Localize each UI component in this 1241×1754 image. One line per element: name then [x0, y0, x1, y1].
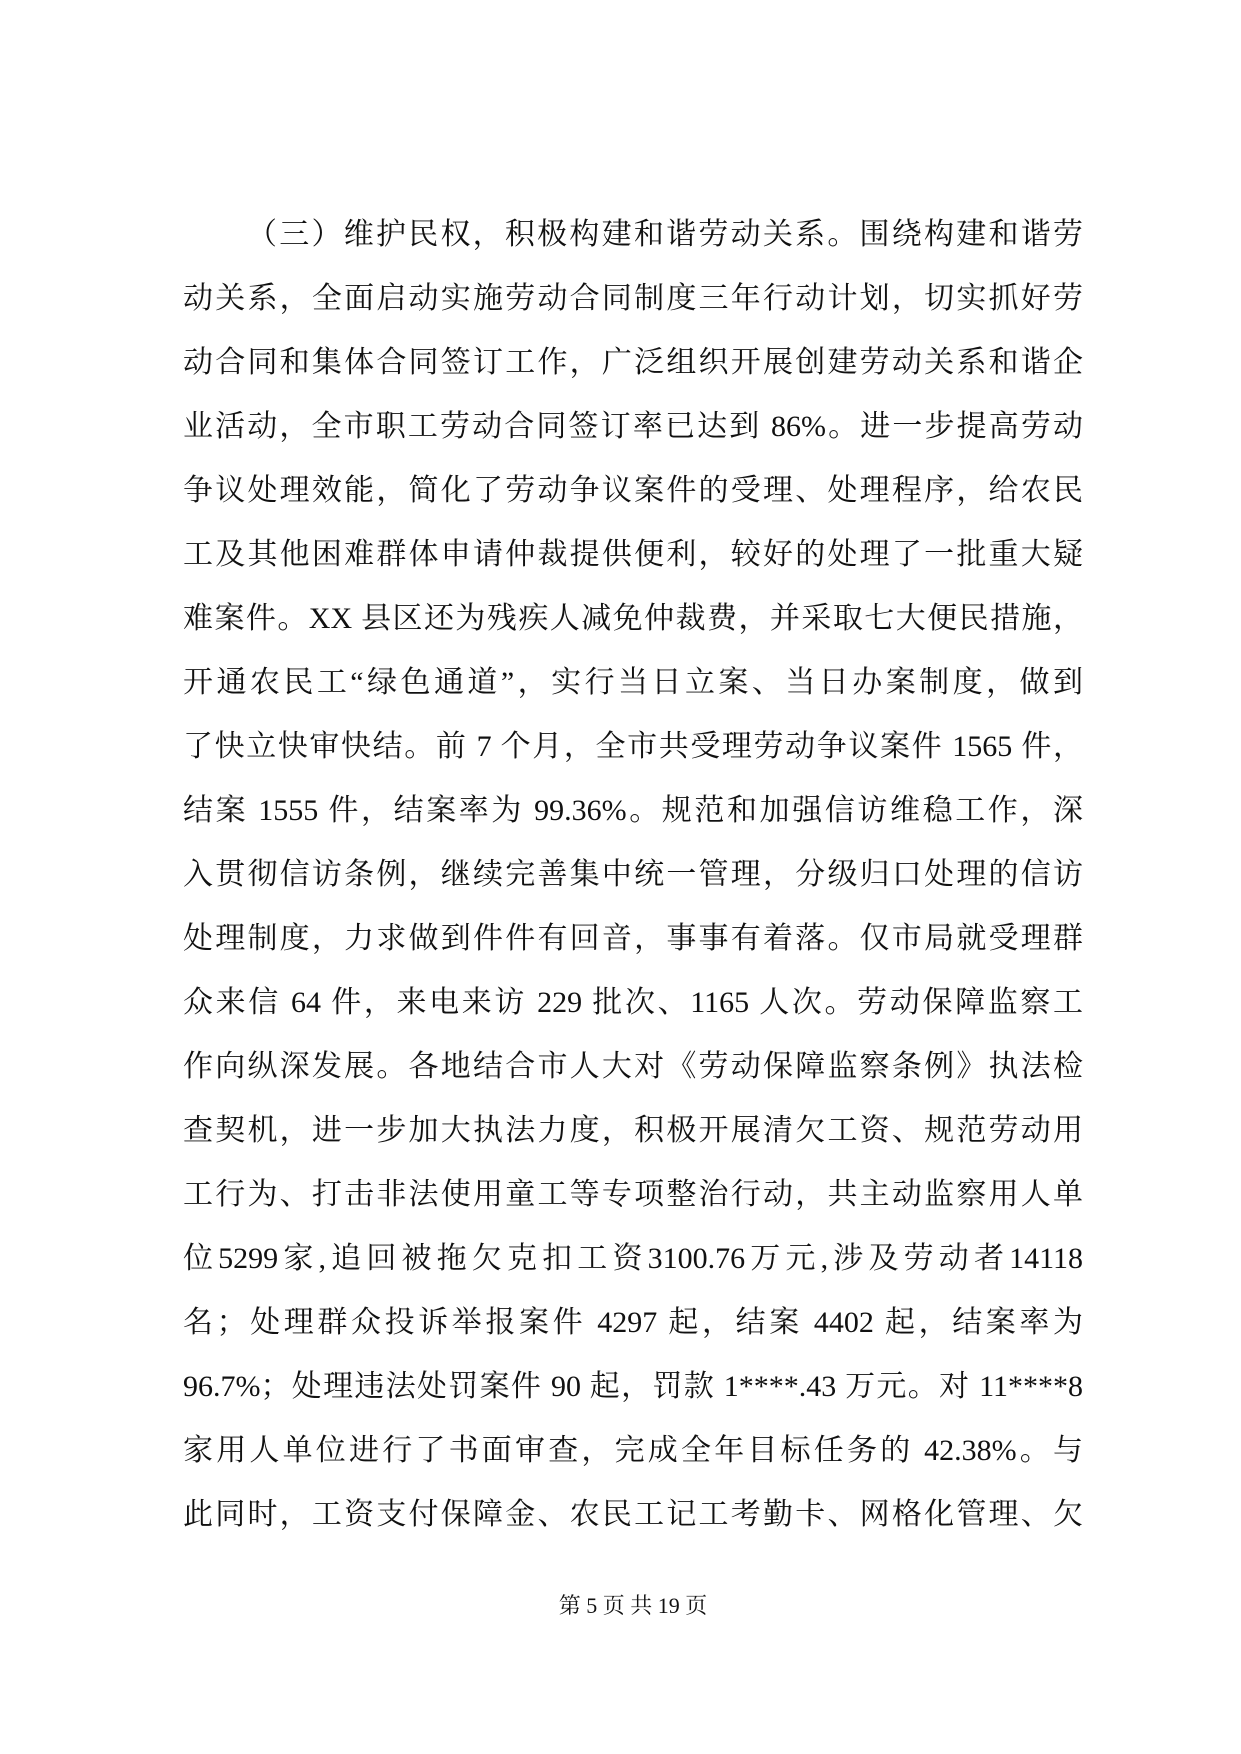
paragraph-line: 作向纵深发展。各地结合市人大对《劳动保障监察条例》执法检 — [183, 1050, 1083, 1083]
paragraph-line: 开通农民工“绿色通道”，实行当日立案、当日办案制度，做到 — [183, 666, 1083, 699]
paragraph-line: 争议处理效能，简化了劳动争议案件的受理、处理程序，给农民 — [183, 474, 1083, 507]
paragraph-line: 处理制度，力求做到件件有回音，事事有着落。仅市局就受理群 — [183, 922, 1083, 955]
paragraph-line: 此同时，工资支付保障金、农民工记工考勤卡、网格化管理、欠 — [183, 1498, 1083, 1531]
paragraph-line: 家用人单位进行了书面审查，完成全年目标任务的 42.38%。与 — [183, 1434, 1083, 1467]
paragraph-line: （三）维护民权，积极构建和谐劳动关系。围绕构建和谐劳 — [247, 218, 1083, 251]
paragraph-line: 业活动，全市职工劳动合同签订率已达到 86%。进一步提高劳动 — [183, 410, 1083, 443]
paragraph-line: 众来信 64 件，来电来访 229 批次、1165 人次。劳动保障监察工 — [183, 986, 1083, 1019]
paragraph-line: 结案 1555 件，结案率为 99.36%。规范和加强信访维稳工作，深 — [183, 794, 1083, 827]
page-footer-label: 第 5 页 共 19 页 — [558, 1593, 708, 1618]
paragraph-line: 难案件。XX 县区还为残疾人减免仲裁费，并采取七大便民措施， — [183, 602, 1083, 635]
paragraph-line: 动关系，全面启动实施劳动合同制度三年行动计划，切实抓好劳 — [183, 282, 1083, 315]
paragraph-line: 入贯彻信访条例，继续完善集中统一管理，分级归口处理的信访 — [183, 858, 1083, 891]
paragraph-line: 名；处理群众投诉举报案件 4297 起，结案 4402 起，结案率为 — [183, 1306, 1083, 1339]
paragraph-line: 工及其他困难群体申请仲裁提供便利，较好的处理了一批重大疑 — [183, 538, 1083, 571]
paragraph-line: 96.7%；处理违法处罚案件 90 起，罚款 1****.43 万元。对 11****8 — [183, 1370, 1083, 1403]
paragraph-line: 位5299家,追回被拖欠克扣工资3100.76万元,涉及劳动者14118 — [183, 1242, 1083, 1275]
paragraph-line: 查契机，进一步加大执法力度，积极开展清欠工资、规范劳动用 — [183, 1114, 1083, 1147]
paragraph-line: 工行为、打击非法使用童工等专项整治行动，共主动监察用人单 — [183, 1178, 1083, 1211]
paragraph-line: 动合同和集体合同签订工作，广泛组织开展创建劳动关系和谐企 — [183, 346, 1083, 379]
body-paragraph — [183, 203, 1083, 1547]
paragraph-line: 了快立快审快结。前 7 个月，全市共受理劳动争议案件 1565 件， — [183, 730, 1083, 763]
